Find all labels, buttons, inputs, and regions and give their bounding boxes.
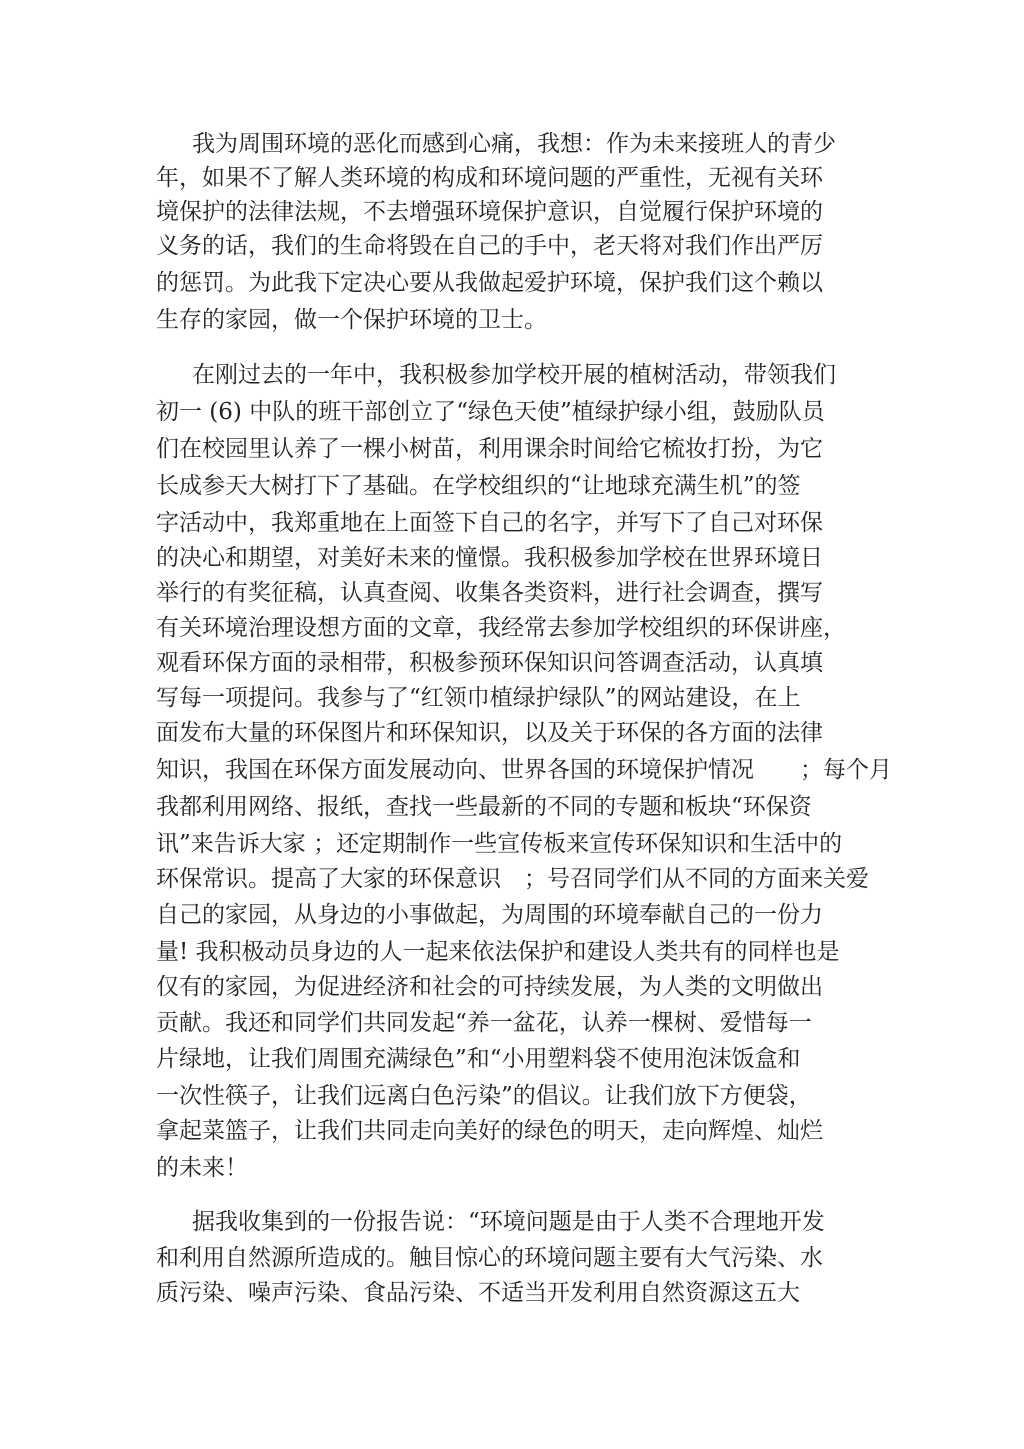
text-line: 年，如果不了解人类环境的构成和环境问题的严重性，无视有关环 bbox=[156, 165, 823, 191]
text-line: 的未来！ bbox=[156, 1155, 248, 1181]
text-line: 的决心和期望，对美好未来的憧憬。我积极参加学校在世界环境日 bbox=[156, 545, 823, 571]
text-line: 仅有的家园，为促进经济和社会的可持续发展，为人类的文明做出 bbox=[156, 974, 823, 1000]
text-line: 有关环境治理设想方面的文章，我经常去参加学校组织的环保讲座， bbox=[156, 615, 846, 641]
text-line: 字活动中，我郑重地在上面签下自己的名字，并写下了自己对环保 bbox=[156, 510, 823, 536]
text-line: 据我收集到的一份报告说：“环境问题是由于人类不合理地开发 bbox=[192, 1209, 825, 1235]
text-line: 在刚过去的一年中，我积极参加学校开展的植树活动，带领我们 bbox=[192, 362, 836, 388]
text-line: 讯”来告诉大家 ；还定期制作一些宣传板来宣传环保知识和生活中的 bbox=[156, 831, 843, 857]
text-line: 我都利用网络、报纸，查找一些最新的不同的专题和板块“环保资 bbox=[156, 794, 812, 820]
text-line: 拿起菜篮子，让我们共同走向美好的绿色的明天，走向辉煌、灿烂 bbox=[156, 1118, 823, 1144]
text-line: 写每一项提问。我参与了“红领巾植绿护绿队”的网站建设，在上 bbox=[156, 685, 801, 711]
text-line: 境保护的法律法规，不去增强环境保护意识，自觉履行保护环境的 bbox=[156, 199, 823, 225]
text-line: 的惩罚。为此我下定决心要从我做起爱护环境，保护我们这个赖以 bbox=[156, 270, 823, 296]
text-line: 片绿地，让我们周围充满绿色”和“小用塑料袋不使用泡沫饭盒和 bbox=[156, 1046, 801, 1072]
text-line: 我为周围环境的恶化而感到心痛，我想：作为未来接班人的青少 bbox=[192, 131, 836, 157]
text-line: 长成参天大树打下了基础。在学校组织的“让地球充满生机”的签 bbox=[156, 473, 801, 499]
text-line: 贡献。我还和同学们共同发起“养一盆花，认养一棵树、爱惜每一 bbox=[156, 1010, 812, 1036]
text-line: 初一 (6) 中队的班干部创立了“绿色天使”植绿护绿小组，鼓励队员 bbox=[156, 399, 825, 425]
text-line: 知识，我国在环保方面发展动向、世界各国的环境保护情况 ；每个月 bbox=[156, 757, 892, 783]
text-line: 自己的家园，从身边的小事做起，为周围的环境奉献自己的一份力 bbox=[156, 902, 823, 928]
text-line: 义务的话，我们的生命将毁在自己的手中，老天将对我们作出严厉 bbox=[156, 233, 823, 259]
text-line: 生存的家园，做一个保护环境的卫士。 bbox=[156, 307, 547, 333]
text-line: 观看环保方面的录相带，积极参预环保知识问答调查活动，认真填 bbox=[156, 650, 823, 676]
text-line: 们在校园里认养了一棵小树苗，利用课余时间给它梳妆打扮，为它 bbox=[156, 436, 823, 462]
text-line: 一次性筷子，让我们远离白色污染”的倡议。让我们放下方便袋， bbox=[156, 1083, 812, 1109]
text-line: 和利用自然源所造成的。触目惊心的环境问题主要有大气污染、水 bbox=[156, 1245, 823, 1271]
text-line: 环保常识。提高了大家的环保意识 ；号召同学们从不同的方面来关爱 bbox=[156, 866, 869, 892]
text-line: 面发布大量的环保图片和环保知识，以及关于环保的各方面的法律 bbox=[156, 720, 823, 746]
text-line: 质污染、噪声污染、食品污染、不适当开发利用自然资源这五大 bbox=[156, 1280, 800, 1306]
text-line: 量! 我积极动员身边的人一起来依法保护和建设人类共有的同样也是 bbox=[156, 939, 840, 965]
text-line: 举行的有奖征稿，认真查阅、收集各类资料，进行社会调查，撰写 bbox=[156, 580, 823, 606]
